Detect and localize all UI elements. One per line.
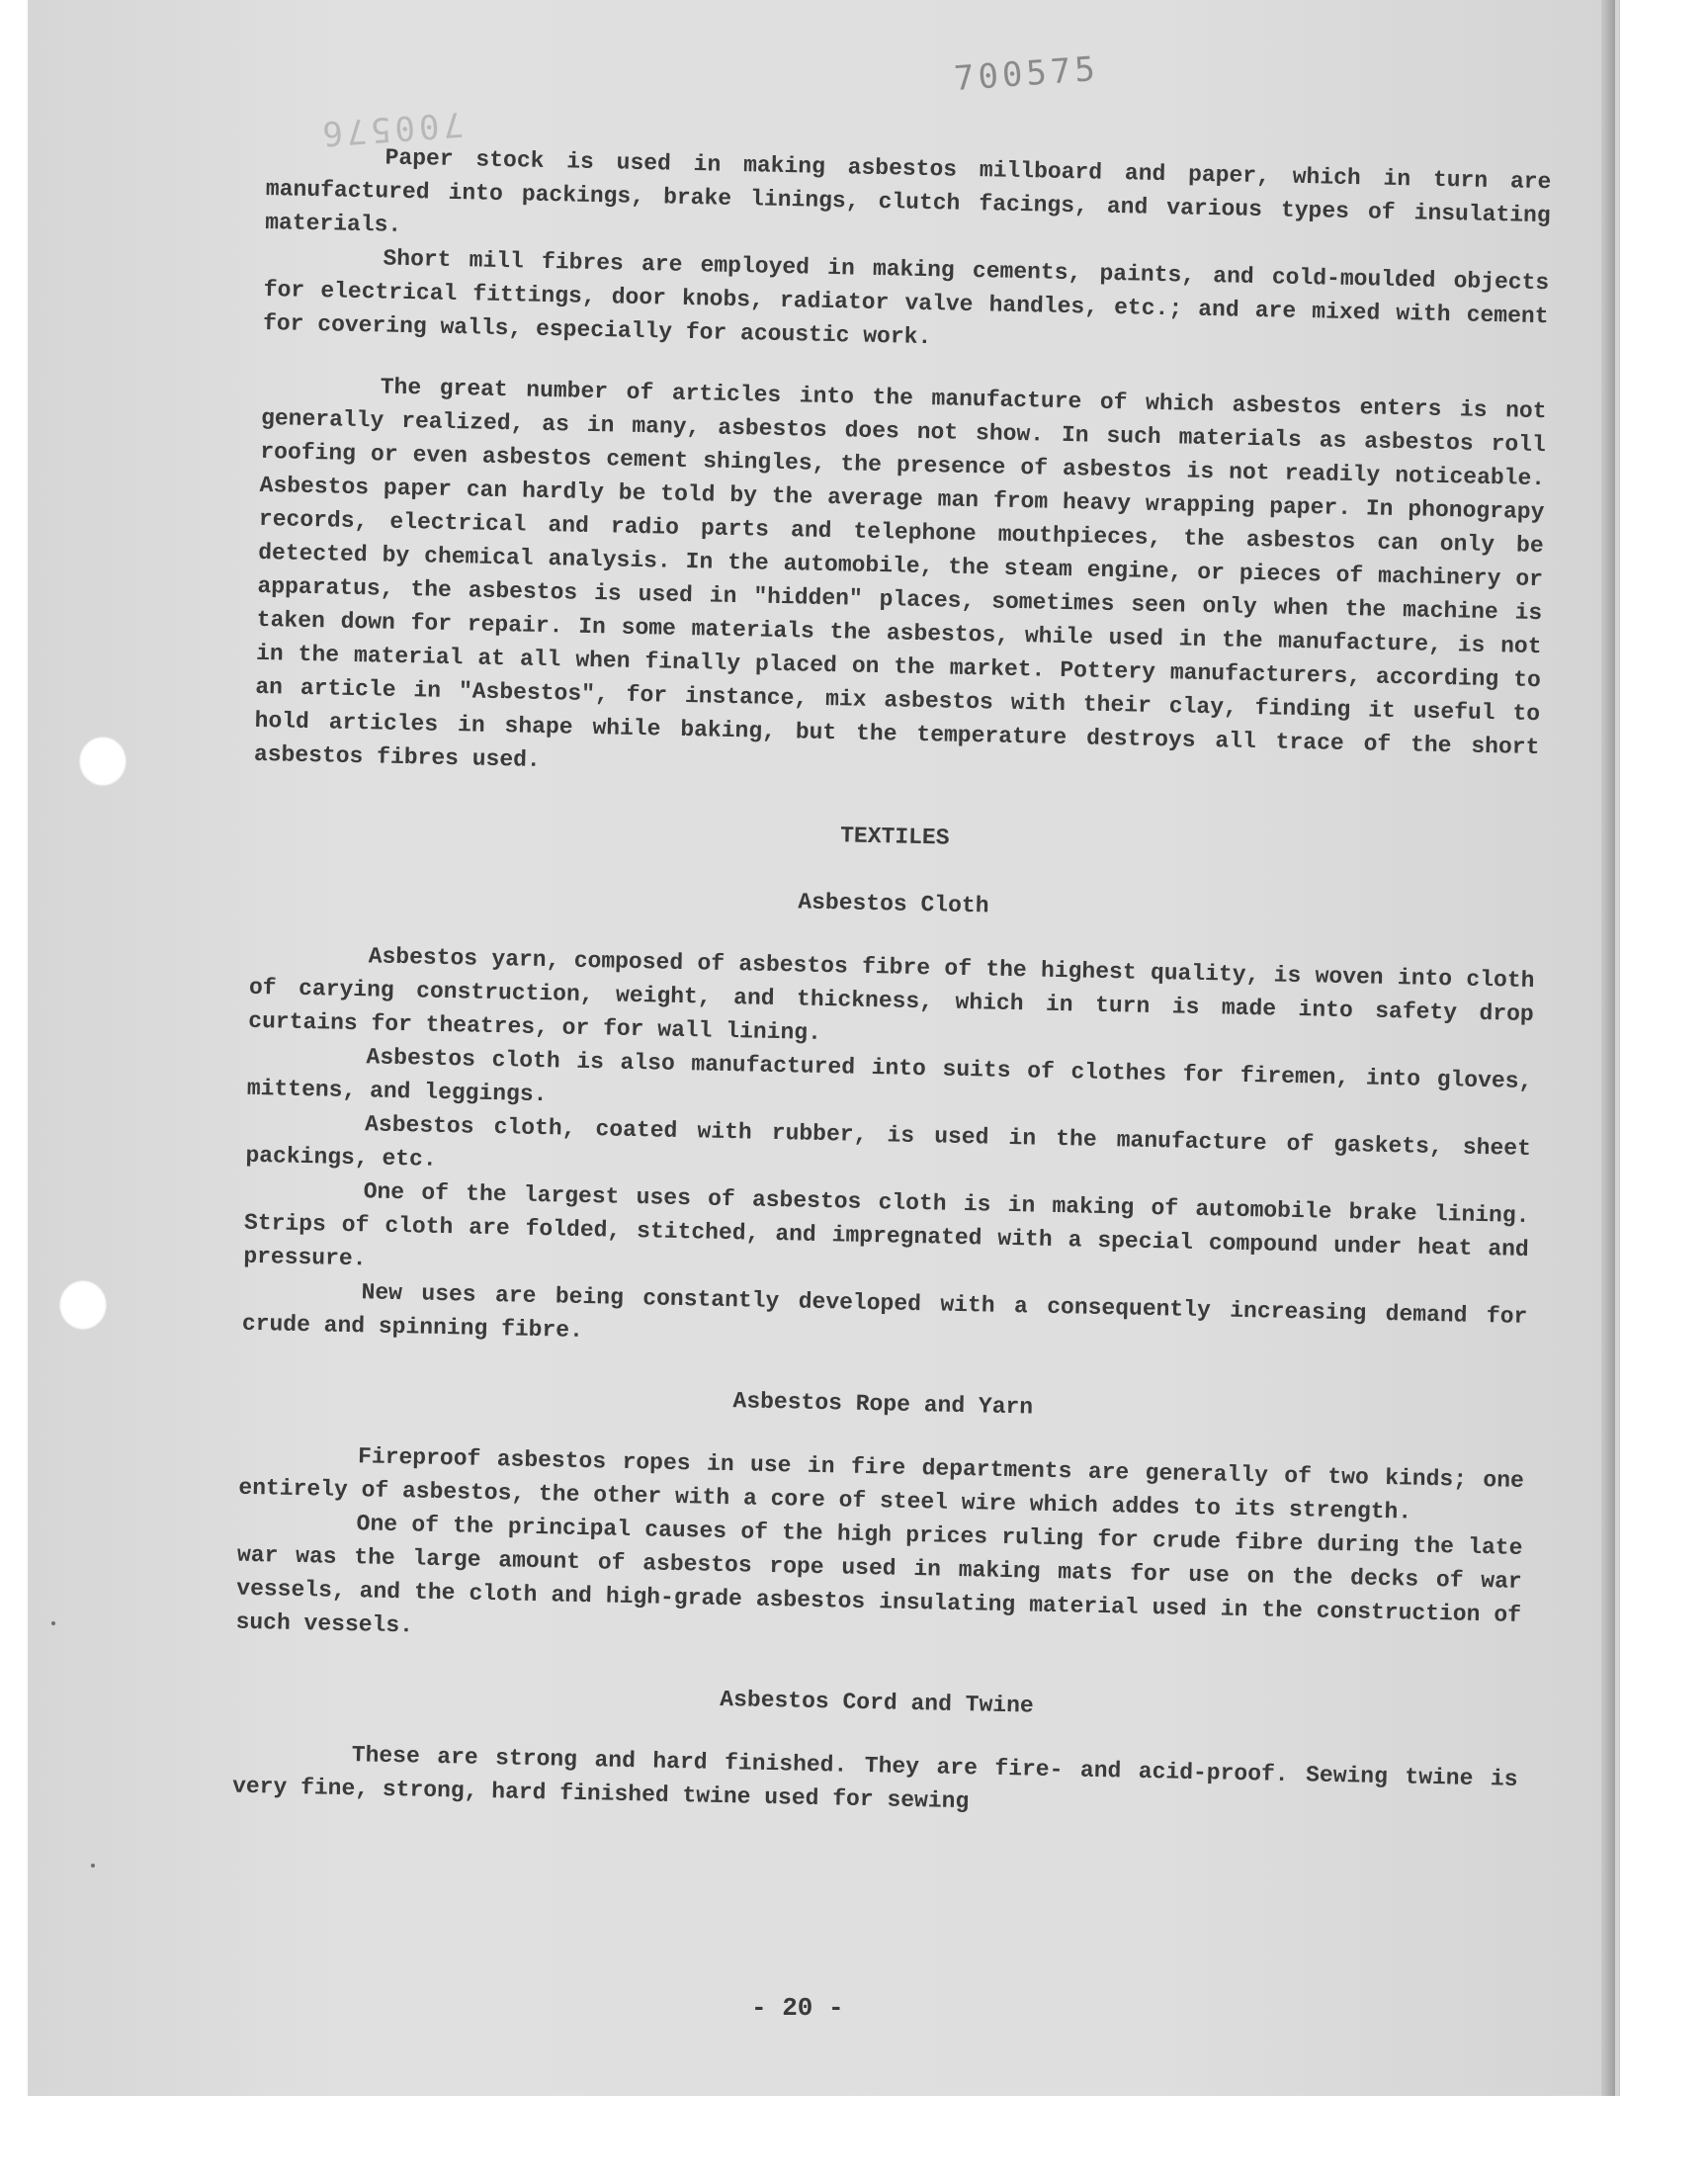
subsection-heading: Asbestos Cloth	[798, 889, 989, 919]
page-number: - 20 -	[751, 1993, 844, 2023]
punch-hole	[79, 737, 127, 786]
page-edge-shadow	[1601, 0, 1615, 2096]
section-heading: TEXTILES	[839, 823, 950, 851]
paragraph: Short mill fibres are employed in making cements, paints, and cold-moulded objects for electrical fittings, door knobs, radiator valve handles, etc.; and are mixed with cement for covering walls, especially for acoustic work.	[262, 245, 1550, 351]
paragraph: Fireproof asbestos ropes in use in fire departments are generally of two kinds; one entirely of asbestos, the other with a core of steel wire which addes to its strength.	[238, 1443, 1525, 1525]
paragraph: These are strong and hard finished. They are fire- and acid-proof. Sewing twine is very fine, strong, hard finished twine used for sewing	[231, 1742, 1518, 1815]
subsection-heading: Asbestos Rope and Yarn	[732, 1388, 1034, 1421]
paragraph: Paper stock is used in making asbestos millboard and paper, which in turn are manufactured into packings, brake linings, clutch facings, and various types of insulating materials.	[264, 144, 1552, 238]
paragraph: One of the largest uses of asbestos cloth is in making of automobile brake lining. Strips of cloth are folded, stitched, and impregnated with a special compound under heat and pressure.	[243, 1178, 1530, 1272]
paragraph: The great number of articles into the manufacture of which asbestos enters is not generally realized, as in many, asbestos does not show. In such materials as asbestos roll roofing or even asbestos cement shingles, the presence of asbestos is not readily noticeable. Asbestos paper can hardly be told by the average man from heavy wrapping paper. In phonograpy records, electrical and radio parts and telephone mouthpieces, the asbestos can only be detected by chemical analysis. In the automobile, the steam engine, or pieces of machinery or apparatus, the asbestos is used in "hidden" places, sometimes seen only when the machine is taken down for repair. In some materials the asbestos, while used in the manufacture, is not in the material at all when finally placed on the market. Pottery manufacturers, according to an article in "Asbestos", for instance, mix asbestos with their clay, finding it useful to hold articles in shape while baking, but the temperature destroys all trace of the short asbestos fibres used.	[253, 374, 1547, 773]
paragraph: Asbestos cloth, coated with rubber, is used in the manufacture of gaskets, sheet packings, etc.	[245, 1111, 1532, 1173]
document-body	[232, 138, 1552, 1830]
paragraph: Asbestos yarn, composed of asbestos fibre of the highest quality, is woven into cloth of carying construction, weight, and thickness, which in turn is made into safety drop curtains for theatres, or for wall lining.	[248, 943, 1535, 1046]
paragraph: New uses are being constantly developed with a consequently increasing demand for crude and spinning fibre.	[241, 1279, 1528, 1344]
document-number-stamp: 700575	[952, 48, 1101, 100]
paragraph: One of the principal causes of the high prices ruling for crude fibre during the late war was the large amount of asbestos rope used in making mats for use on the decks of war vessels, and the cloth and high-grade asbestos insulating material used in the construction of such vessels.	[235, 1511, 1523, 1639]
scan-speck	[91, 1864, 95, 1868]
subsection-heading: Asbestos Cord and Twine	[720, 1686, 1034, 1719]
bleed-through-number: 700576	[316, 103, 466, 154]
punch-hole	[59, 1280, 107, 1330]
paragraph: Asbestos cloth is also manufactured into suits of clothes for firemen, into gloves, mittens, and leggings.	[246, 1044, 1533, 1108]
scan-speck	[51, 1621, 55, 1625]
